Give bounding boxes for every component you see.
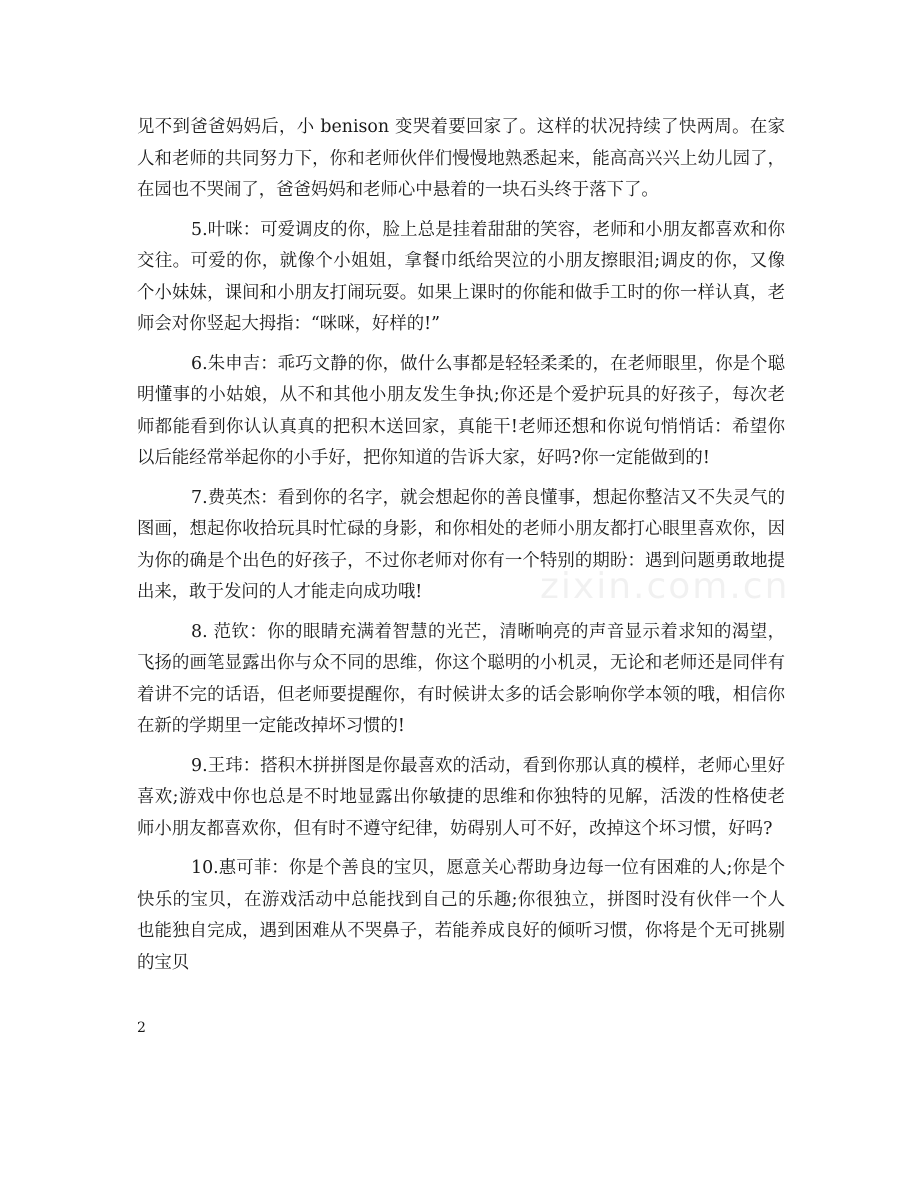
watermark: zixin.com.cn	[540, 566, 790, 607]
paragraph-comment-9: 9.王玮：搭积木拼拼图是你最喜欢的活动，看到你那认真的模样，老师心里好喜欢;游戏中你也总是不时地显露出你敏捷的思维和你独特的见解，活泼的性格使老师小朋友都喜欢你，但有时不遵守纪律，妨碍别人可不好，改掉这个坏习惯，好吗?	[137, 755, 785, 839]
paragraph-continuation: 见不到爸爸妈妈后，小 benison 变哭着要回家了。这样的状况持续了快两周。在家人和老师的共同努力下，你和老师伙伴们慢慢地熟悉起来，能高高兴兴上幼儿园了，在园也不哭闹了，爸爸妈妈和老师心中悬着的一块石头终于落下了。	[137, 117, 785, 200]
page-number: 2	[137, 1020, 146, 1036]
paragraph-comment-6: 6.朱申吉：乖巧文静的你，做什么事都是轻轻柔柔的，在老师眼里，你是个聪明懂事的小姑娘，从不和其他小朋友发生争执;你还是个爱护玩具的好孩子，每次老师都能看到你认认真真的把积木送回家，真能干!老师还想和你说句悄悄话：希望你以后能经常举起你的小手好，把你知道的告诉大家，好吗?你一定能做到的!	[137, 353, 785, 468]
paragraph-comment-10: 10.惠可菲：你是个善良的宝贝，愿意关心帮助身边每一位有困难的人;你是个快乐的宝贝，在游戏活动中总能找到自己的乐趣;你很独立，拼图时没有伙伴一个人也能独自完成，遇到困难从不哭鼻子，若能养成良好的倾听习惯，你将是个无可挑剔的宝贝	[137, 858, 785, 973]
document-body	[137, 112, 785, 987]
paragraph-comment-5: 5.叶咪：可爱调皮的你，脸上总是挂着甜甜的笑容，老师和小朋友都喜欢和你交往。可爱的你，就像个小姐姐，拿餐巾纸给哭泣的小朋友擦眼泪;调皮的你，又像个小妹妹，课间和小朋友打闹玩耍。如果上课时的你能和做手工时的你一样认真，老师会对你竖起大拇指：“咪咪，好样的!”	[137, 219, 785, 334]
paragraph-comment-7: 7.费英杰：看到你的名字，就会想起你的善良懂事，想起你整洁又不失灵气的图画，想起你收拾玩具时忙碌的身影，和你相处的老师小朋友都打心眼里喜欢你，因为你的确是个出色的好孩子，不过你老师对你有一个特别的期盼：遇到问题勇敢地提出来，敢于发问的人才能走向成功哦!	[137, 487, 785, 602]
paragraph-comment-8: 8. 范钦：你的眼睛充满着智慧的光芒，清晰响亮的声音显示着求知的渴望，飞扬的画笔显露出你与众不同的思维，你这个聪明的小机灵，无论和老师还是同伴有着讲不完的话语，但老师要提醒你，有时候讲太多的话会影响你学本领的哦，相信你在新的学期里一定能改掉坏习惯的!	[137, 621, 785, 736]
